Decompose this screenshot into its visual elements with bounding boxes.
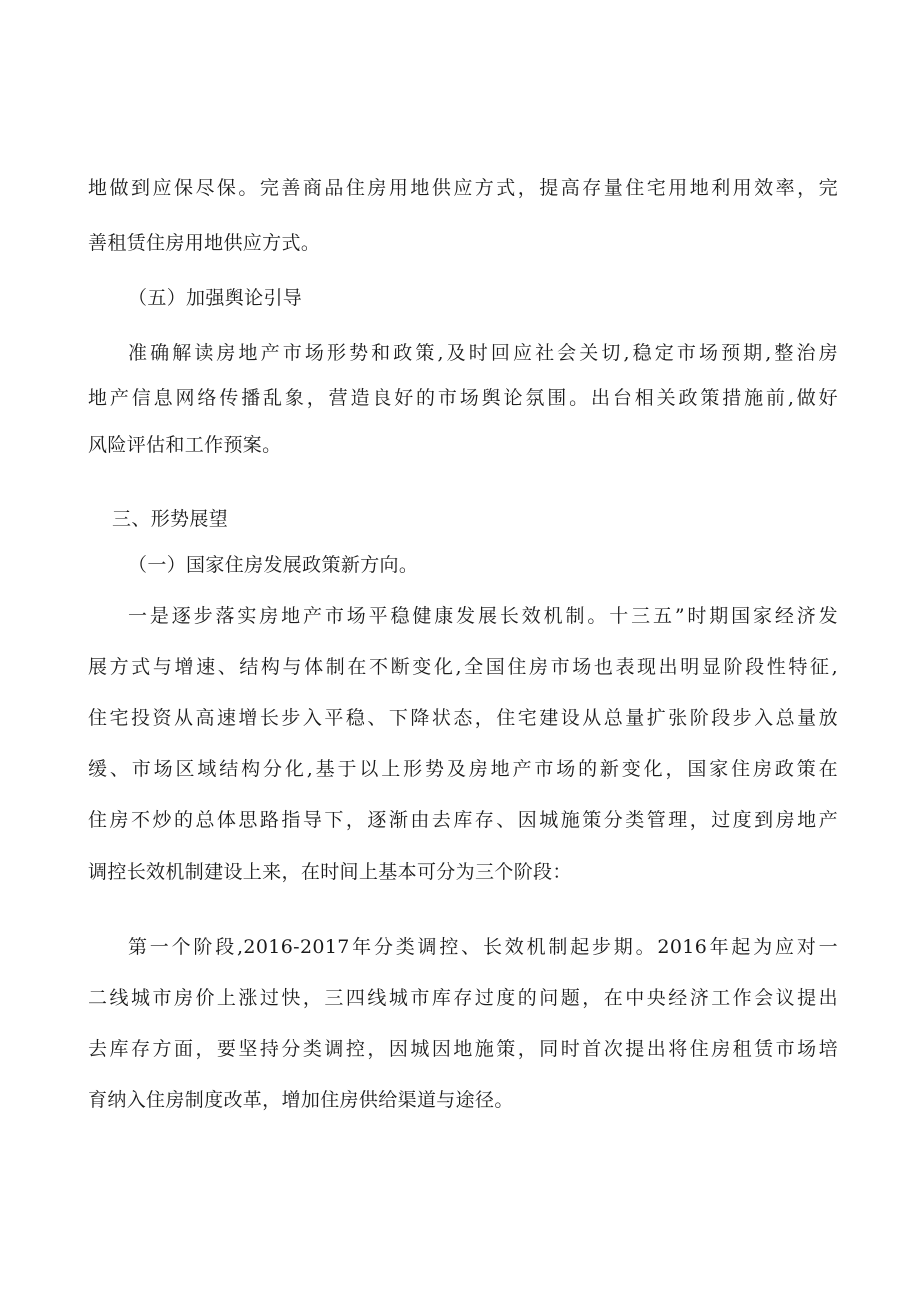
paragraph-line: 第一个阶段,2016-2017年分类调控、长效机制起步期。2016年起为应对一 [128, 936, 838, 958]
paragraph-line: 展方式与增速、结构与体制在不断变化,全国住房市场也表现出明显阶段性特征, [88, 656, 838, 678]
paragraph-line: 育纳入住房制度改革，增加住房供给渠道与途径。 [88, 1089, 514, 1111]
section-heading: （一）国家住房发展政策新方向。 [128, 554, 419, 576]
paragraph-line: 地产信息网络传播乱象，营造良好的市场舆论氛围。出台相关政策措施前,做好 [88, 387, 838, 409]
paragraph-line: 住宅投资从高速增长步入平稳、下降状态，住宅建设从总量扩张阶段步入总量放 [88, 707, 838, 729]
paragraph-line: 去库存方面，要坚持分类调控，因城因地施策，同时首次提出将住房租赁市场培 [88, 1038, 838, 1060]
paragraph-line: 一是逐步落实房地产市场平稳健康发展长效机制。十三五”时期国家经济发 [128, 605, 838, 627]
paragraph-line: 善租赁住房用地供应方式。 [88, 232, 321, 254]
paragraph-line: 缓、市场区域结构分化,基于以上形势及房地产市场的新变化，国家住房政策在 [88, 758, 838, 780]
paragraph-line: 风险评估和工作预案。 [88, 434, 282, 456]
paragraph-line: 二线城市房价上涨过快，三四线城市库存过度的问题，在中央经济工作会议提出 [88, 987, 838, 1009]
paragraph-line: 准确解读房地产市场形势和政策,及时回应社会关切,稳定市场预期,整治房 [128, 342, 838, 364]
paragraph-line: 地做到应保尽保。完善商品住房用地供应方式，提高存量住宅用地利用效率，完 [88, 177, 838, 199]
paragraph-line: 调控长效机制建设上来，在时间上基本可分为三个阶段： [88, 861, 572, 883]
chapter-heading: 三、形势展望 [112, 508, 229, 530]
paragraph-line: 住房不炒的总体思路指导下，逐渐由去库存、因城施策分类管理，过度到房地产 [88, 809, 838, 831]
section-heading: （五）加强舆论引导 [128, 287, 303, 309]
